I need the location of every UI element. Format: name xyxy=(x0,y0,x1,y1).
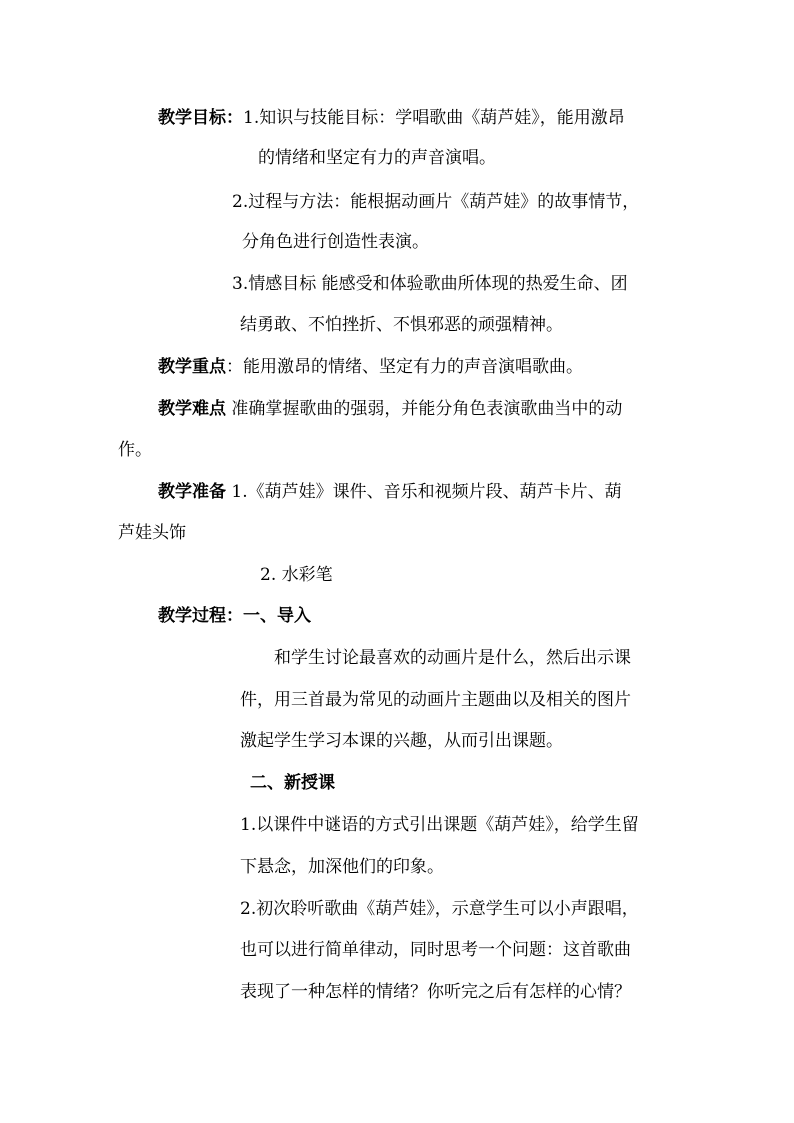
paragraph-text: 2.过程与方法：能根据动画片《葫芦娃》的故事情节， xyxy=(232,192,640,212)
paragraph-text: 1.知识与技能目标：学唱歌曲《葫芦娃》，能用激昂 xyxy=(243,108,625,128)
new-lesson-heading-line xyxy=(250,772,335,794)
emotion-goal-line-1 xyxy=(232,273,628,295)
difficulties-line-2 xyxy=(118,439,152,461)
intro-paragraph-line-2 xyxy=(240,689,631,711)
paragraph-text: 分角色进行创造性表演。 xyxy=(242,232,429,252)
procedure-line xyxy=(158,605,311,627)
new-lesson-item-2-line-1 xyxy=(240,898,639,920)
process-method-line-2 xyxy=(242,231,429,253)
paragraph-text: 结勇敢、不怕挫折、不惧邪恶的顽强精神。 xyxy=(240,315,563,335)
paragraph-text: 2.初次聆听歌曲《葫芦娃》，示意学生可以小声跟唱， xyxy=(240,899,639,919)
new-lesson-item-2-line-2 xyxy=(240,939,631,961)
section-label-preparation: 教学准备 xyxy=(158,482,226,502)
key-points-line xyxy=(158,356,583,378)
section-label-key-points: 教学重点 xyxy=(158,357,226,377)
process-method-line-1 xyxy=(232,191,639,213)
paragraph-text: 1.《葫芦娃》课件、音乐和视频片段、葫芦卡片、葫 xyxy=(226,482,622,502)
paragraph-text: ：能用激昂的情绪、坚定有力的声音演唱歌曲。 xyxy=(226,357,583,377)
paragraph-text: 也可以进行简单律动，同时思考一个问题：这首歌曲 xyxy=(240,940,631,960)
paragraph-text: 作。 xyxy=(118,440,152,460)
paragraph-text: 表现了一种怎样的情绪？你听完之后有怎样的心情？ xyxy=(240,982,631,1002)
paragraph-text: 芦娃头饰 xyxy=(118,523,186,543)
paragraph-text: 下悬念，加深他们的印象。 xyxy=(240,857,444,877)
paragraph-text: 激起学生学习本课的兴趣，从而引出课题。 xyxy=(240,731,563,751)
subsection-heading-intro: 一、导入 xyxy=(243,606,311,626)
new-lesson-item-2-line-3 xyxy=(240,981,631,1003)
paragraph-text: 能感受和体验歌曲所体现的热爱生命、团 xyxy=(316,274,628,294)
section-label-procedure: 教学过程： xyxy=(158,606,243,626)
paragraph-text: 1.以课件中谜语的方式引出课题《葫芦娃》，给学生留 xyxy=(240,815,639,835)
objectives-line-2 xyxy=(258,147,496,169)
objectives-line-1 xyxy=(158,107,625,129)
sub-label-emotion: 情感目标 xyxy=(248,274,317,294)
preparation-line-3 xyxy=(260,564,333,586)
section-label-objectives: 教学目标： xyxy=(158,108,243,128)
paragraph-text: 和学生讨论最喜欢的动画片是什么，然后出示课 xyxy=(274,648,631,668)
paragraph-text: 的情绪和坚定有力的声音演唱。 xyxy=(258,148,496,168)
intro-paragraph-line-1 xyxy=(274,647,631,669)
preparation-line-2 xyxy=(118,522,186,544)
paragraph-text: 准确掌握歌曲的强弱，并能分角色表演歌曲当中的动 xyxy=(226,399,623,419)
section-label-difficulties: 教学难点 xyxy=(158,399,226,419)
subsection-heading-new-lesson: 二、新授课 xyxy=(250,773,335,793)
intro-paragraph-line-3 xyxy=(240,730,563,752)
paragraph-text: 件，用三首最为常见的动画片主题曲以及相关的图片 xyxy=(240,690,631,710)
preparation-line-1 xyxy=(158,481,622,503)
new-lesson-item-1-line-1 xyxy=(240,814,639,836)
new-lesson-item-1-line-2 xyxy=(240,856,444,878)
difficulties-line-1 xyxy=(158,398,622,420)
item-number: 3. xyxy=(232,274,249,294)
emotion-goal-line-2 xyxy=(240,314,563,336)
paragraph-text: 2. 水彩笔 xyxy=(260,565,333,585)
